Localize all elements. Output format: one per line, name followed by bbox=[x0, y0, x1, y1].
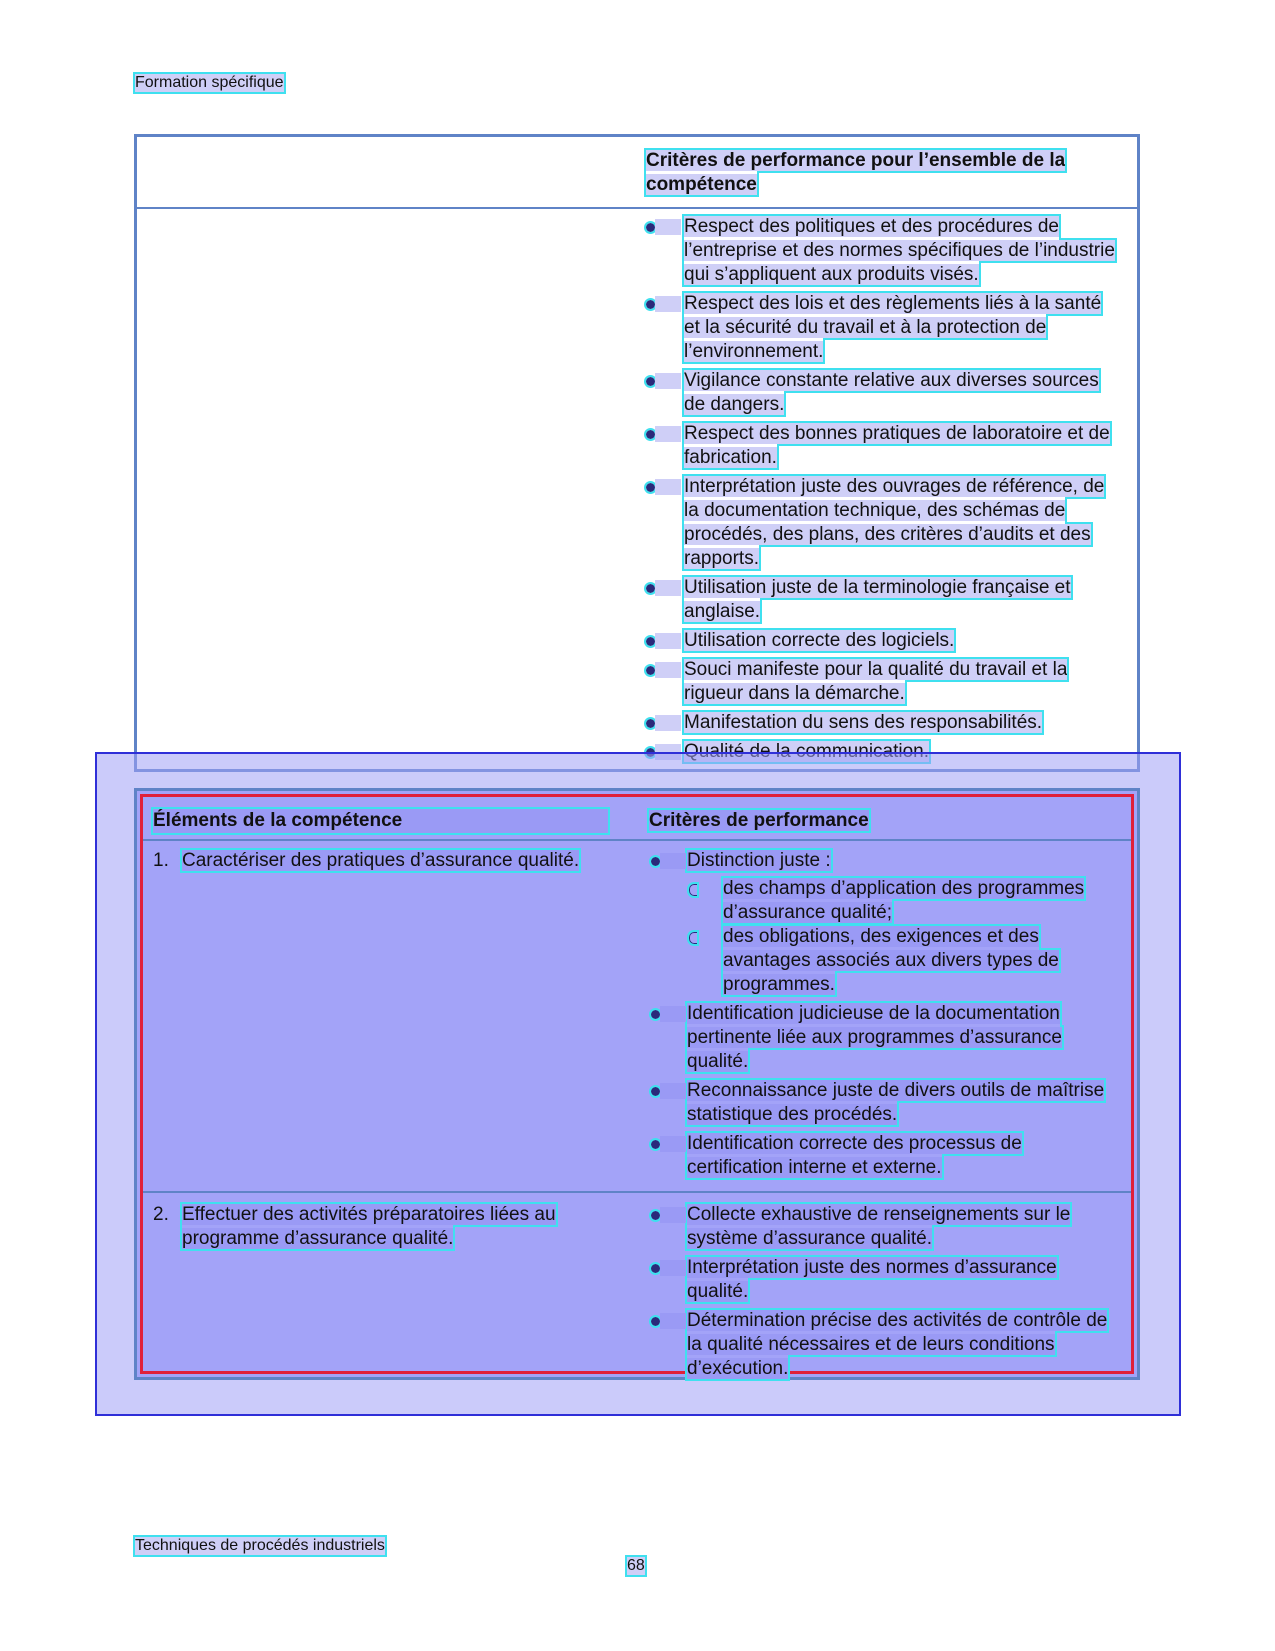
element-cell bbox=[153, 849, 623, 873]
list-item-text: Identification judicieuse de la documentation pertinente liée aux programmes d’assurance qualité. bbox=[687, 1003, 1062, 1072]
list-item-text: Interprétation juste des ouvrages de référence, de la documentation technique, des schémas de procédés, des plans, des critères d’audits et des rapports. bbox=[684, 476, 1105, 569]
list-item bbox=[646, 422, 1116, 470]
list-item-text: Reconnaissance juste de divers outils de maîtrise statistique des procédés. bbox=[687, 1080, 1105, 1125]
list-item bbox=[646, 629, 1116, 653]
list-item bbox=[646, 711, 1116, 735]
table-header-row bbox=[143, 797, 1131, 841]
list-item-text: Souci manifeste pour la qualité du travail et la rigueur dans la démarche. bbox=[684, 659, 1068, 704]
list-item bbox=[651, 1002, 1111, 1074]
bullet-icon bbox=[646, 300, 655, 309]
list-item-text: Distinction juste : bbox=[687, 850, 831, 871]
list-item bbox=[646, 658, 1116, 706]
list-item-text: Interprétation juste des normes d’assurance qualité. bbox=[687, 1257, 1057, 1302]
table-header-criteria bbox=[649, 809, 869, 833]
list-item-text: Collecte exhaustive de renseignements sur le système d’assurance qualité. bbox=[687, 1204, 1071, 1249]
elements-header-text: Éléments de la compétence bbox=[153, 809, 608, 833]
list-item bbox=[646, 475, 1116, 571]
table-header-criteria bbox=[646, 149, 1106, 197]
bullet-icon bbox=[646, 377, 655, 386]
element-number: 2. bbox=[153, 1204, 169, 1225]
table-header-elements bbox=[153, 809, 613, 833]
sub-list-item bbox=[687, 925, 1111, 997]
criteria-list bbox=[651, 1203, 1111, 1381]
list-item-text: Utilisation juste de la terminologie française et anglaise. bbox=[684, 577, 1071, 622]
list-item bbox=[651, 1132, 1111, 1180]
criteria-header-text: Critères de performance pour l’ensemble de la compétence bbox=[646, 150, 1066, 195]
bullet-icon bbox=[646, 430, 655, 439]
criteria-list bbox=[646, 215, 1116, 764]
bullet-icon bbox=[651, 1140, 660, 1149]
list-item bbox=[646, 215, 1116, 287]
list-item-text: Respect des politiques et des procédures de l’entreprise et des normes spécifiques de l’industrie qui s’appliquent aux produits visés. bbox=[684, 216, 1115, 285]
bullet-icon bbox=[651, 1087, 660, 1096]
table-row bbox=[143, 1193, 1131, 1377]
criteria-list bbox=[651, 849, 1111, 1180]
sub-bullet-icon bbox=[689, 884, 697, 896]
list-item bbox=[646, 576, 1116, 624]
list-item-text: Vigilance constante relative aux diverses sources de dangers. bbox=[684, 370, 1099, 415]
bullet-icon bbox=[651, 857, 660, 866]
list-item-text: Respect des lois et des règlements liés à la santé et la sécurité du travail et à la protection de l’environnement. bbox=[684, 293, 1102, 362]
list-item bbox=[651, 1203, 1111, 1251]
bullet-icon bbox=[651, 1010, 660, 1019]
sub-list-item-text: des obligations, des exigences et des avantages associés aux divers types de programmes. bbox=[723, 926, 1059, 995]
list-item bbox=[646, 369, 1116, 417]
list-item-text: Respect des bonnes pratiques de laboratoire et de fabrication. bbox=[684, 423, 1110, 468]
list-item bbox=[646, 292, 1116, 364]
list-item bbox=[651, 1309, 1111, 1381]
list-item-text: Identification correcte des processus de certification interne et externe. bbox=[687, 1133, 1022, 1178]
page-footer-title: Techniques de procédés industriels bbox=[135, 1537, 385, 1554]
sub-bullet-icon bbox=[689, 932, 697, 944]
criteria-cell bbox=[651, 1203, 1111, 1386]
table-header-row bbox=[137, 137, 1137, 209]
element-text: Effectuer des activités préparatoires liées au programme d’assurance qualité. bbox=[182, 1204, 556, 1249]
element-cell bbox=[153, 1203, 623, 1251]
list-item bbox=[651, 849, 1111, 997]
list-item bbox=[651, 1256, 1111, 1304]
bullet-icon bbox=[651, 1211, 660, 1220]
bullet-icon bbox=[651, 1317, 660, 1326]
bullet-icon bbox=[651, 1264, 660, 1273]
sub-list-item-text: des champs d’application des programmes d’assurance qualité; bbox=[723, 878, 1085, 923]
page-number: 68 bbox=[627, 1557, 645, 1574]
bullet-icon bbox=[646, 637, 655, 646]
criteria-header-text: Critères de performance bbox=[649, 810, 869, 831]
element-text: Caractériser des pratiques d’assurance qualité. bbox=[182, 850, 580, 871]
bullet-icon bbox=[646, 223, 655, 232]
list-item-text: Détermination précise des activités de contrôle de la qualité nécessaires et de leurs conditions d’exécution. bbox=[687, 1310, 1108, 1379]
bullet-icon bbox=[646, 719, 655, 728]
bullet-icon bbox=[646, 666, 655, 675]
list-item-text: Manifestation du sens des responsabilités. bbox=[684, 712, 1043, 733]
list-item-text: Utilisation correcte des logiciels. bbox=[684, 630, 955, 651]
competence-elements-table bbox=[134, 788, 1140, 1380]
criteria-cell bbox=[646, 215, 1116, 769]
page-header-title: Formation spécifique bbox=[135, 74, 284, 91]
criteria-sublist bbox=[687, 877, 1111, 997]
bullet-icon bbox=[646, 483, 655, 492]
criteria-cell bbox=[651, 849, 1111, 1185]
bullet-icon bbox=[646, 584, 655, 593]
table-row bbox=[143, 841, 1131, 1193]
table-selection-outline bbox=[140, 794, 1134, 1379]
sub-list-item bbox=[687, 877, 1111, 925]
element-number: 1. bbox=[153, 850, 169, 871]
list-item bbox=[651, 1079, 1111, 1127]
performance-criteria-table bbox=[134, 134, 1140, 772]
